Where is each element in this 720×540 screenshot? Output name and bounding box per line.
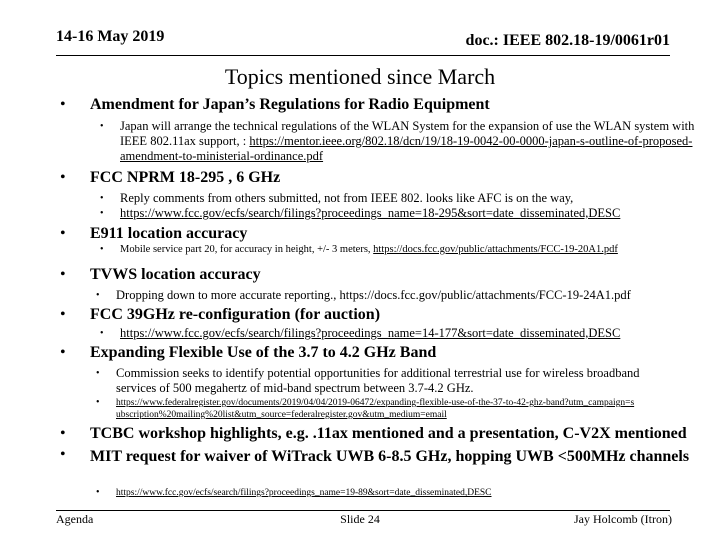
sub-bullet-marker: • <box>100 193 104 204</box>
bullet-text: E911 location accuracy <box>90 225 248 242</box>
sub-bullet-marker: • <box>100 328 104 339</box>
federal-register-link[interactable]: https://www.federalregister.gov/documents/2019/04/04/2019-06472/expanding-flexible-use-of-the-37-to-42-ghz-band?utm_campaign=subscription%20mailing%20list&utm_source=federalregister.gov&utm_medium=email <box>116 398 635 420</box>
fcc-14-177-link[interactable]: https://www.fcc.gov/ecfs/search/filings?proceedings_name=14-177&sort=date_disseminated,DESC <box>120 326 621 340</box>
sub-bullet-text: Reply comments from others submitted, not from IEEE 802. looks like AFC is on the way, <box>120 191 574 205</box>
sub-bullet-marker: • <box>96 368 100 379</box>
fcc-19-20a1-link[interactable]: https://docs.fcc.gov/public/attachments/FCC-19-20A1.pdf <box>373 244 618 255</box>
bullet-marker: • <box>60 169 66 186</box>
sub-bullet-text: Commission seeks to identify potential opportunities for additional terrestrial use for wireless broadband services of 500 megahertz of mid-band spectrum between 3.7-4.2 GHz. <box>116 366 640 395</box>
header-doc-id: doc.: IEEE 802.18-19/0061r01 <box>465 32 670 49</box>
sub-bullet-marker: • <box>96 290 100 301</box>
bullet-text: TCBC workshop highlights, e.g. .11ax mentioned and a presentation, C-V2X mentioned <box>90 425 687 442</box>
japan-doc-link[interactable]: https://mentor.ieee.org/802.18/dcn/19/18-19-0042-00-0000-japan-s-outline-of-proposed-amendment-to-ministerial-ordinance.pdf <box>120 134 693 163</box>
sub-bullet-marker: • <box>100 121 104 132</box>
fcc-18-295-link[interactable]: https://www.fcc.gov/ecfs/search/filings?proceedings_name=18-295&sort=date_disseminated,DESC <box>120 206 621 220</box>
sub-bullet-marker: • <box>100 208 104 219</box>
sub-bullet-text: Mobile service part 20, for accuracy in height, +/- 3 meters, <box>120 244 371 255</box>
sub-bullet-marker: • <box>96 487 100 498</box>
bullet-marker: • <box>60 266 66 283</box>
footer-slide-number: Slide 24 <box>340 512 380 526</box>
bullet-text: FCC 39GHz re-configuration (for auction) <box>90 306 381 323</box>
bullet-marker: • <box>60 225 66 242</box>
footer-author: Jay Holcomb (Itron) <box>574 512 672 526</box>
bullet-marker: • <box>60 306 66 323</box>
slide-title: Topics mentioned since March <box>224 64 496 89</box>
sub-bullet-marker: • <box>100 244 104 255</box>
bullet-marker: • <box>60 446 66 463</box>
bullet-text: Amendment for Japan’s Regulations for Radio Equipment <box>90 96 490 113</box>
footer-agenda: Agenda <box>56 512 94 526</box>
bullet-text: FCC NPRM 18-295 , 6 GHz <box>90 169 281 186</box>
fcc-19-24a1-link[interactable]: https://docs.fcc.gov/public/attachments/FCC-19-24A1.pdf <box>339 288 631 302</box>
fcc-19-89-link[interactable]: https://www.fcc.gov/ecfs/search/filings?proceedings_name=19-89&sort=date_disseminated,DESC <box>116 488 492 498</box>
sub-bullet-text: Japan will arrange the technical regulations of the WLAN System for the expansion of use the WLAN system with IEEE 802.11ax support, : <box>120 119 695 148</box>
bullet-marker: • <box>60 425 66 442</box>
sub-bullet-text: Dropping down to more accurate reporting., <box>116 288 337 302</box>
bullet-marker: • <box>60 344 66 361</box>
footer-divider <box>56 510 670 511</box>
bullet-text: TVWS location accuracy <box>90 266 261 283</box>
bullet-text: MIT request for waiver of WiTrack UWB 6-8.5 GHz, hopping UWB <500MHz channels <box>90 448 690 465</box>
header-date: 14-16 May 2019 <box>56 28 165 45</box>
sub-bullet-marker: • <box>96 397 100 408</box>
bullet-marker: • <box>60 96 66 113</box>
bullet-text: Expanding Flexible Use of the 3.7 to 4.2 GHz Band <box>90 344 437 361</box>
header-divider <box>56 55 670 56</box>
